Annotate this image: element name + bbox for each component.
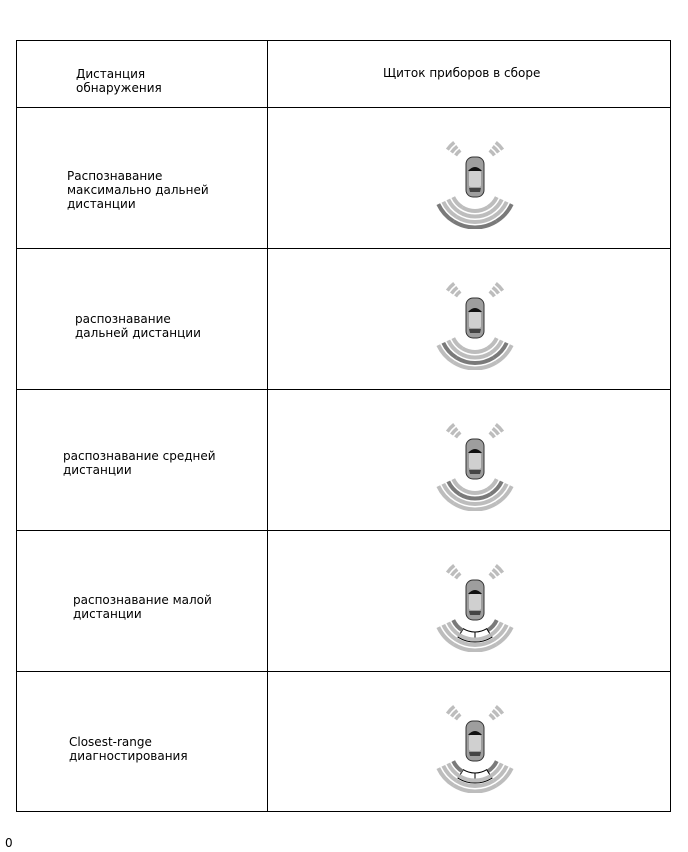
row-divider	[17, 389, 670, 390]
page-mark: 0	[5, 836, 13, 850]
column-divider	[267, 41, 268, 811]
parking-sensor-car-icon	[435, 552, 515, 652]
row-label: распознавание дальней дистанции	[75, 312, 201, 340]
row-divider	[17, 671, 670, 672]
parking-sensor-car-icon	[435, 129, 515, 229]
row-label: распознавание малой дистанции	[73, 593, 212, 621]
car-body	[466, 298, 484, 338]
row-divider	[17, 530, 670, 531]
header-detection-distance: Дистанция обнаружения	[76, 67, 162, 95]
car-body	[466, 580, 484, 620]
parking-sensor-car-icon	[435, 270, 515, 370]
row-divider	[17, 107, 670, 108]
row-label: распознавание средней дистанции	[63, 449, 216, 477]
detection-distance-table	[16, 40, 671, 812]
parking-sensor-car-icon	[435, 411, 515, 511]
row-label: Распознавание максимально дальней дистанции	[67, 169, 209, 211]
parking-sensor-car-icon	[435, 693, 515, 793]
row-label: Closest-range диагностирования	[69, 735, 188, 763]
row-divider	[17, 248, 670, 249]
car-body	[466, 721, 484, 761]
header-instrument-cluster: Щиток приборов в сборе	[383, 66, 541, 80]
car-body	[466, 157, 484, 197]
car-body	[466, 439, 484, 479]
